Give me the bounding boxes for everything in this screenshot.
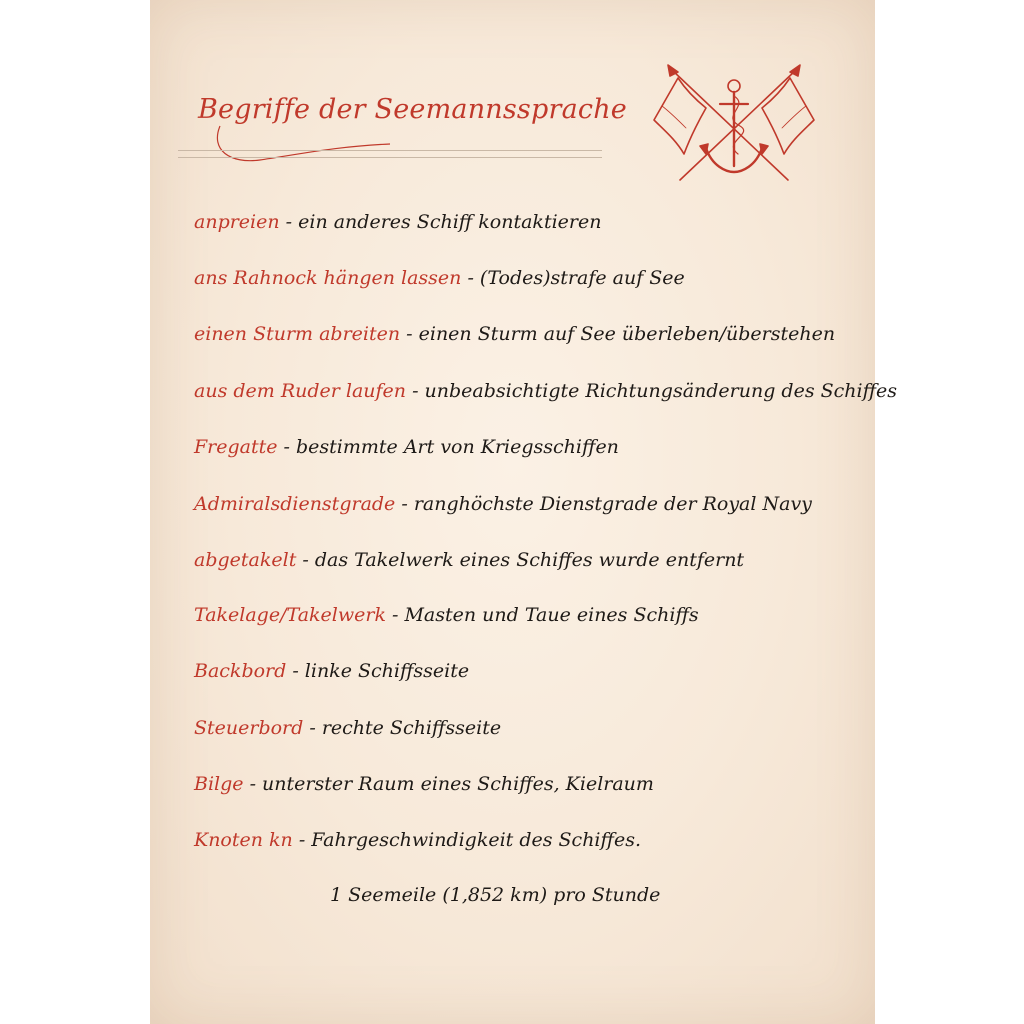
entry-term: Backbord [194,660,287,682]
entry-term: Fregatte [194,436,278,458]
entry-separator: - [296,549,315,571]
entry-term: Takelage/Takelwerk [194,604,386,626]
title-flourish [190,120,430,170]
entry-separator: - [286,660,305,682]
entry-term: ans Rahnock hängen lassen [194,267,462,289]
speed-note: 1 Seemeile (1,852 km) pro Stunde [330,884,661,906]
entry-definition: Fahrgeschwindigkeit des Schiffes. [311,829,642,851]
entry-term: anpreien [194,211,280,233]
entry-separator: - [385,604,405,626]
entry-term: Knoten kn [194,829,293,851]
entry-definition: rechte Schiffsseite [321,717,502,739]
glossary-entry [194,717,501,739]
page-title: Begriffe der Seemannssprache [198,94,627,125]
entry-term: einen Sturm abreiten [194,323,401,345]
anchor-crossed-flags-icon [650,62,818,184]
entry-definition: (Todes)strafe auf See [479,267,685,289]
entry-definition: linke Schiffsseite [304,660,470,682]
entry-separator: - [277,436,297,458]
glossary-entry [194,660,469,682]
entry-separator: - [400,323,419,345]
entry-term: Steuerbord [194,717,304,739]
paper-sheet [150,0,898,1024]
glossary-entry [194,773,654,795]
glossary-entry [194,323,835,345]
entry-definition: Masten und Taue eines Schiffs [404,604,699,626]
glossary-entry [194,211,601,233]
entry-definition: unterster Raum eines Schiffes, Kielraum [262,773,654,795]
entry-definition: unbeabsichtigte Richtungsänderung des Schiffes [424,380,898,402]
entry-separator: - [243,773,263,795]
entry-term: abgetakelt [194,549,297,571]
entry-definition: bestimmte Art von Kriegsschiffen [296,436,619,458]
glossary-entry [194,829,641,851]
entry-separator: - [406,380,425,402]
entry-term: Admiralsdienstgrade [194,493,396,515]
glossary-entry [194,604,699,626]
title-divider [178,150,602,158]
glossary-entry [194,493,812,515]
glossary-entry [194,436,619,458]
glossary-entry [194,380,897,402]
entry-separator: - [461,267,480,289]
glossary-entry [194,549,744,571]
entry-separator: - [279,211,299,233]
entry-definition: einen Sturm auf See überleben/überstehen [418,323,836,345]
entry-term: Bilge [194,773,244,795]
glossary-entry [194,267,685,289]
entry-definition: ein anderes Schiff kontaktieren [298,211,602,233]
entry-definition: das Takelwerk eines Schiffes wurde entfernt [314,549,745,571]
entry-separator: - [395,493,414,515]
entry-separator: - [292,829,312,851]
entry-term: aus dem Ruder laufen [194,380,407,402]
entry-separator: - [303,717,322,739]
entry-definition: ranghöchste Dienstgrade der Royal Navy [413,493,812,515]
